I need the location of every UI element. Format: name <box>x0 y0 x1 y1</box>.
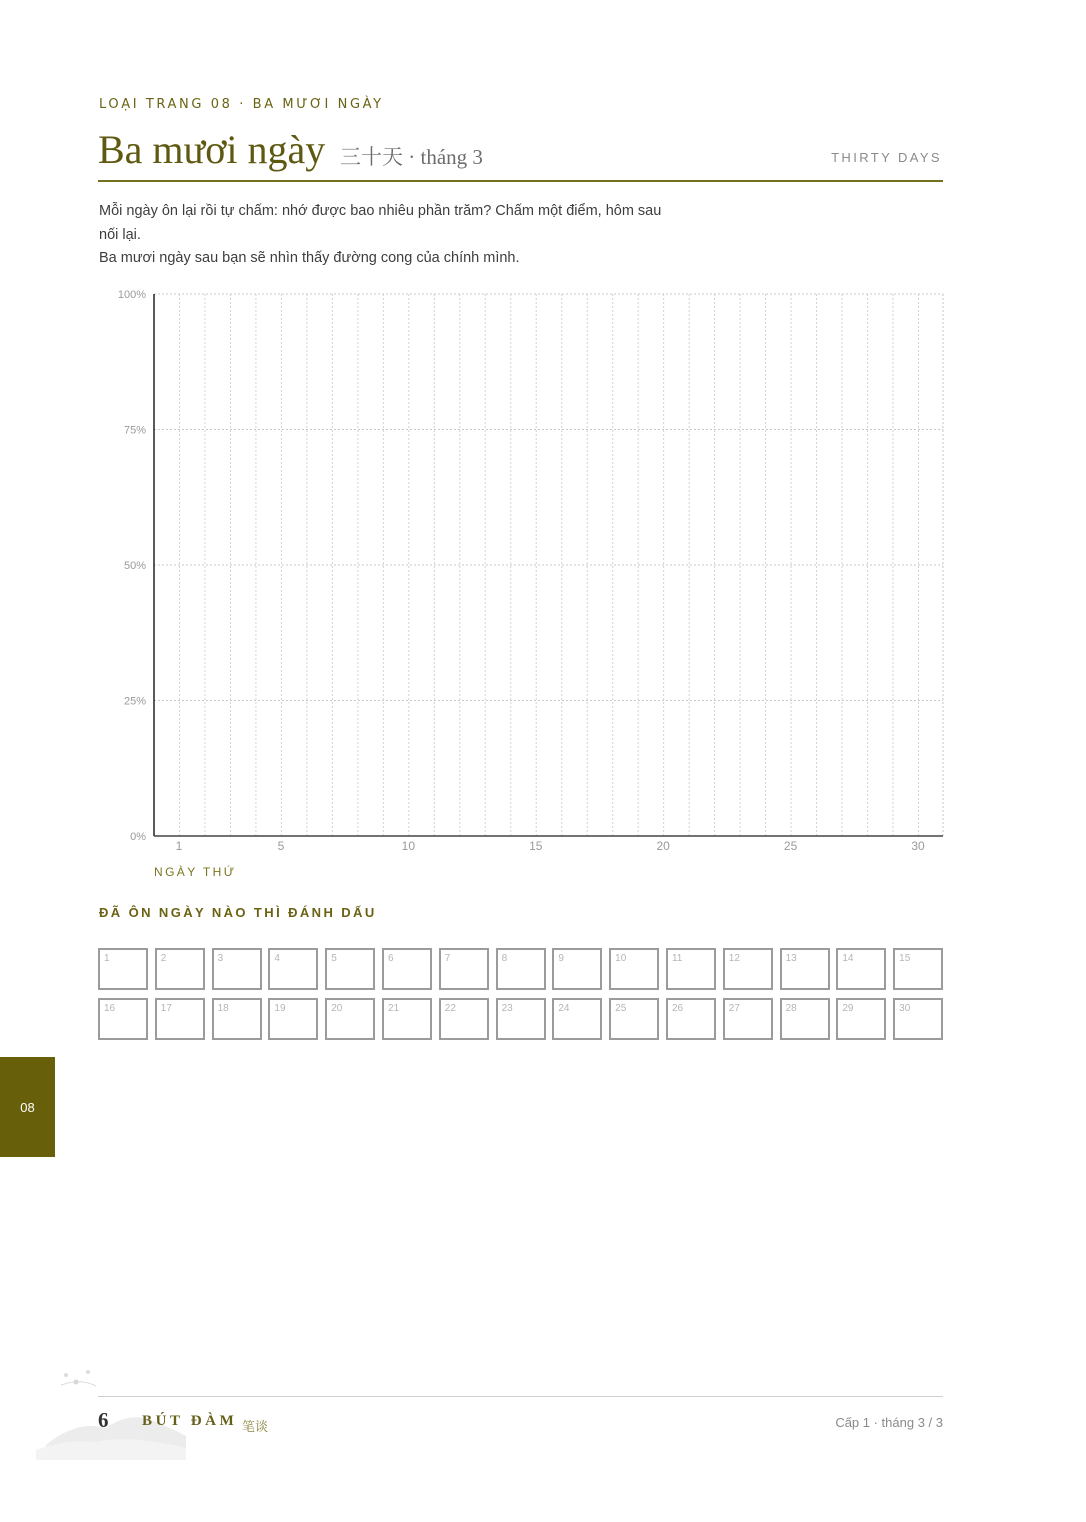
day-checkbox[interactable] <box>723 998 773 1040</box>
day-checkbox[interactable] <box>155 998 205 1040</box>
day-checkbox-number: 7 <box>444 953 451 964</box>
day-checkbox-number: 17 <box>160 1003 172 1014</box>
day-checkbox-number: 30 <box>899 1003 911 1014</box>
page-title: Ba mươi ngày <box>98 127 326 172</box>
day-checkbox-number: 19 <box>274 1003 286 1014</box>
day-checkbox[interactable] <box>155 948 205 990</box>
x-tick-label: 15 <box>529 839 543 853</box>
day-checkbox-number: 3 <box>217 953 224 964</box>
page-eyebrow: LOẠI TRANG 08 · BA MƯƠI NGÀY <box>99 97 384 112</box>
day-checkbox-number: 6 <box>387 953 394 964</box>
day-checkbox-number: 23 <box>501 1003 513 1014</box>
landscape-decoration <box>36 1350 186 1460</box>
day-checkbox[interactable] <box>552 948 602 990</box>
day-checkbox[interactable] <box>893 998 943 1040</box>
day-checkbox-number: 13 <box>785 953 797 964</box>
day-checkbox-number: 8 <box>501 953 508 964</box>
day-checkbox[interactable] <box>609 998 659 1040</box>
day-checkbox[interactable] <box>496 998 546 1040</box>
day-checkbox[interactable] <box>212 998 262 1040</box>
day-checkbox-number: 5 <box>331 953 337 964</box>
day-checkbox-number: 11 <box>671 953 683 964</box>
y-tick-label: 0% <box>130 831 146 843</box>
day-checkbox-number: 4 <box>274 953 280 964</box>
day-checkbox-number: 29 <box>842 1003 854 1014</box>
english-label: THIRTY DAYS <box>831 150 942 165</box>
day-checkbox-number: 9 <box>558 953 564 964</box>
footer-page-info: Cấp 1 · tháng 3 / 3 <box>835 1415 943 1430</box>
day-checkbox-number: 22 <box>444 1003 456 1014</box>
day-checkbox[interactable] <box>666 948 716 990</box>
day-checkbox-number: 26 <box>671 1003 684 1014</box>
page-subtitle: 三十天 · tháng 3 <box>340 145 483 169</box>
section-tab: 08 <box>0 1057 55 1157</box>
day-checkbox[interactable] <box>666 998 716 1040</box>
y-tick-label: 100% <box>117 289 146 301</box>
day-checkbox-number: 21 <box>387 1003 400 1014</box>
day-checkbox-number: 28 <box>785 1003 797 1014</box>
footer-divider <box>98 1396 943 1397</box>
day-checkbox[interactable] <box>439 998 489 1040</box>
x-tick-label: 25 <box>783 839 798 853</box>
day-checkbox[interactable] <box>780 998 830 1040</box>
day-checkbox-number: 25 <box>615 1003 627 1014</box>
brand-chinese: 笔谈 <box>242 1419 269 1434</box>
day-checkbox-number: 24 <box>558 1003 570 1014</box>
intro-line-2: Ba mươi ngày sau bạn sẽ nhìn thấy đường cong của chính mình. <box>99 250 520 266</box>
day-checkbox[interactable] <box>98 948 148 990</box>
day-checkbox-number: 20 <box>331 1003 343 1014</box>
day-checkbox[interactable] <box>496 948 546 990</box>
day-checkbox[interactable] <box>268 948 318 990</box>
day-checkbox-number: 12 <box>728 953 740 964</box>
day-checkbox-number: 16 <box>104 1003 116 1014</box>
brand-name: BÚT ĐÀM <box>142 1413 238 1429</box>
x-tick-label: 20 <box>656 839 670 853</box>
x-tick-label: 1 <box>175 839 183 853</box>
x-tick-label: 10 <box>401 839 416 853</box>
day-checkbox[interactable] <box>98 998 148 1040</box>
day-checkbox-number: 18 <box>217 1003 229 1014</box>
day-checkbox[interactable] <box>723 948 773 990</box>
day-checkbox-number: 10 <box>615 953 627 964</box>
day-checkbox-number: 14 <box>842 953 854 964</box>
y-tick-label: 50% <box>123 560 146 572</box>
day-checkbox-number: 2 <box>160 953 167 964</box>
intro-line-1: Mỗi ngày ôn lại rồi tự chấm: nhớ được bao nhiêu phần trăm? Chấm một điểm, hôm sau nối lại. <box>99 203 662 243</box>
page-number: 6 <box>98 1408 109 1432</box>
day-checkbox[interactable] <box>325 998 375 1040</box>
day-checkbox-number: 1 <box>104 953 110 964</box>
day-checkbox-number: 15 <box>899 953 911 964</box>
tracker-title: ĐÃ ÔN NGÀY NÀO THÌ ĐÁNH DẤU <box>99 905 377 920</box>
day-checkbox-grid <box>98 948 948 1040</box>
day-checkbox[interactable] <box>268 998 318 1040</box>
day-checkbox[interactable] <box>382 948 432 990</box>
x-tick-label: 30 <box>911 839 925 853</box>
y-tick-label: 25% <box>123 695 146 708</box>
day-checkbox[interactable] <box>212 948 262 990</box>
day-checkbox[interactable] <box>439 948 489 990</box>
x-axis-title: NGÀY THỨ <box>154 865 237 879</box>
day-checkbox[interactable] <box>552 998 602 1040</box>
y-tick-label: 75% <box>123 424 146 437</box>
day-checkbox[interactable] <box>836 998 886 1040</box>
day-checkbox[interactable] <box>382 998 432 1040</box>
day-checkbox[interactable] <box>325 948 375 990</box>
day-checkbox[interactable] <box>893 948 943 990</box>
day-checkbox[interactable] <box>836 948 886 990</box>
x-tick-label: 5 <box>277 839 285 853</box>
day-checkbox-number: 27 <box>728 1003 740 1014</box>
day-checkbox[interactable] <box>609 948 659 990</box>
day-checkbox[interactable] <box>780 948 830 990</box>
